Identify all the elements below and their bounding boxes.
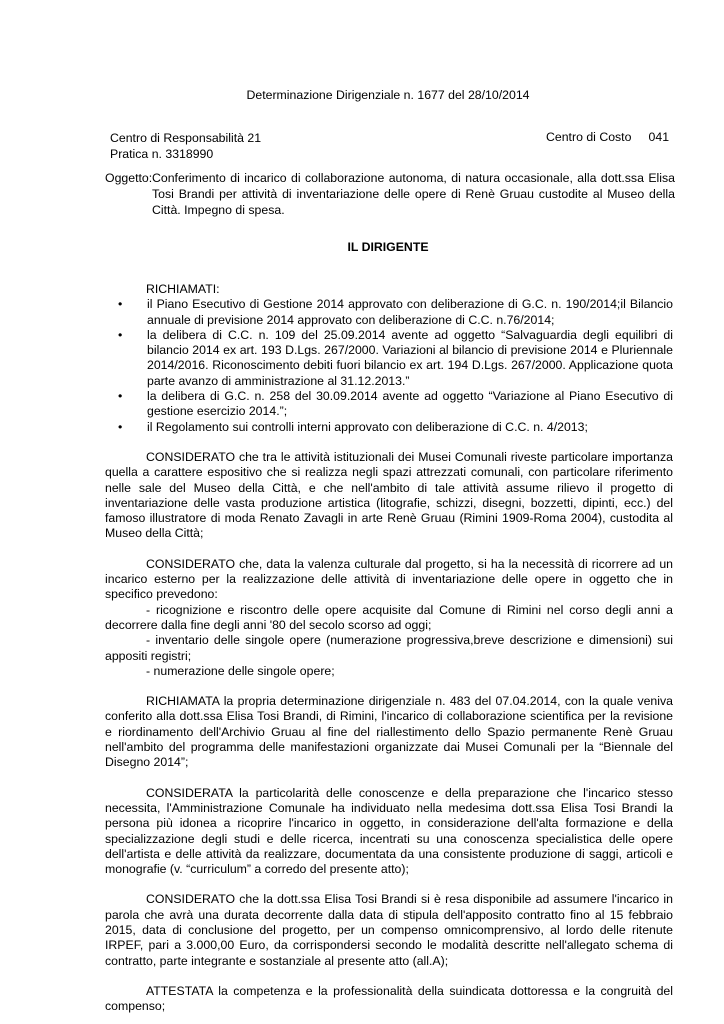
sub-item-3: - numerazione delle singole opere; [146,663,335,678]
richiamata-paragraph: RICHIAMATA la propria determinazione dirigenziale n. 483 del 07.04.2014, con la quale veniva conferito alla dott.ssa Elisa Tosi Brandi, di Rimini, l'incarico di collaborazione scientifica per la revisione e riordinamento dell'Archivio Gruau al fine del riallestimento dello Spazio permanente Renè Gruau nell'ambito del programma delle manifestazioni organizzate dai Musei Comunali per la “Biennale del Disegno 2014”; [105,694,673,770]
considerato-paragraph-3: CONSIDERATO che la dott.ssa Elisa Tosi Brandi si è resa disponibile ad assumere l'incarico in parola che avrà una durata decorrente dalla data di stipula dell'apposito contratto fino al 15 febbraio 2015, data di conclusione del progetto, per un compenso omnicomprensivo, al lordo delle ritenute IRPEF, pari a 3.000,00 Euro, da corrispondersi secondo le modalità descritte nell'allegato schema di contratto, parte integrante e sostanziale al presente atto (all.A); [105,892,673,968]
centro-costo: Centro di Costo 041 [546,130,670,144]
bullet-icon: • [118,297,123,312]
list-item: • il Piano Esecutivo di Gestione 2014 approvato con deliberazione di G.C. n. 190/2014;il Bilancio annuale di previsione 2014 approvato con deliberazione di C.C. n.76/2014; [118,297,673,327]
richiamati-list [105,297,673,435]
list-item: • la delibera di C.C. n. 109 del 25.09.2014 avente ad oggetto “Salvaguardia degli equilibri di bilancio 2014 ex art. 193 D.Lgs. 267/2000. Variazioni al bilancio di previsione 2014 e Pluriennale 2014/2016. Riconoscimento debiti fuori bilancio ex art. 194 D.Lgs. 267/2000. Applicazione quota parte avanzo di amministrazione al 31.12.2013.” [118,327,673,388]
oggetto-block [105,170,675,218]
list-item: • la delibera di G.C. n. 258 del 30.09.2014 avente ad oggetto “Variazione al Piano Esecutivo di gestione esercizio 2014.”; [118,389,673,419]
considerata-paragraph: CONSIDERATA la particolarità delle conoscenze e della preparazione che l'incarico stesso necessita, l'Amministrazione Comunale ha individuato nella medesima dott.ssa Elisa Tosi Brandi la persona più idonea a ricoprire l'incarico in oggetto, in considerazione dell'alta formazione e della specializzazione degli studi e delle ricerca, incentrati su una conoscenza specialistica delle opere dell'artista e delle attività da realizzare, documentata da una consistente produzione di saggi, articoli e monografie (v. “curriculum” a corredo del presente atto); [105,785,673,877]
richiamati-label: RICHIAMATI: [146,282,220,296]
bullet-icon: • [118,389,123,404]
considerato-paragraph-1: CONSIDERATO che tra le attività istituzionali dei Musei Comunali riveste particolare importanza quella a carattere espositivo che si realizza negli spazi attrezzati comunali, con particolare riferimento nelle sale del Museo della Città, e che nell'ambito di tale attività assume rilievo il progetto di inventariazione delle vasta produzione artistica (litografie, schizzi, disegni, bozzetti, dipinti, ecc.) del famoso illustratore di moda Renato Zavagli in arte Renè Gruau (Rimini 1909-Roma 2004), custodita al Museo della Città; [105,449,673,541]
document-title: Determinazione Dirigenziale n. 1677 del 28/10/2014 [246,88,530,102]
document-body [105,282,673,1014]
sub-item-1: - ricognizione e riscontro delle opere acquisite dal Comune di Rimini nel corso degli anni a decorrere dalla fine degli anni '80 del secolo scorso ad oggi; [105,602,673,632]
considerato-paragraph-2: CONSIDERATO che, data la valenza culturale dal progetto, si ha la necessità di ricorrere ad un incarico esterno per la realizzazione delle attività di inventariazione delle opere in oggetto che in specifico prevedono: [105,556,673,602]
pratica-number: Pratica n. 3318990 [110,147,214,161]
oggetto-label: Oggetto: [105,171,153,185]
attestata-paragraph: ATTESTATA la competenza e la professionalità della suindicata dottoressa e la congruità del compenso; [105,983,673,1014]
bullet-icon: • [118,327,123,342]
list-item: • il Regolamento sui controlli interni approvato con deliberazione di C.C. n. 4/2013; [118,419,588,434]
bullet-icon: • [118,419,123,434]
centro-responsabilita: Centro di Responsabilità 21 [110,131,262,145]
header-left-block [110,130,261,162]
oggetto-text: Conferimento di incarico di collaborazione autonoma, di natura occasionale, alla dott.ssa Elisa Tosi Brandi per attività di inventariazione delle opere di Renè Gruau custodite al Museo della Città. Impegno di spesa. [152,171,675,217]
sub-item-2: - inventario delle singole opere (numerazione progressiva,breve descrizione e dimensioni) sui appositi registri; [105,633,673,663]
section-heading-dirigente: IL DIRIGENTE [347,240,429,254]
